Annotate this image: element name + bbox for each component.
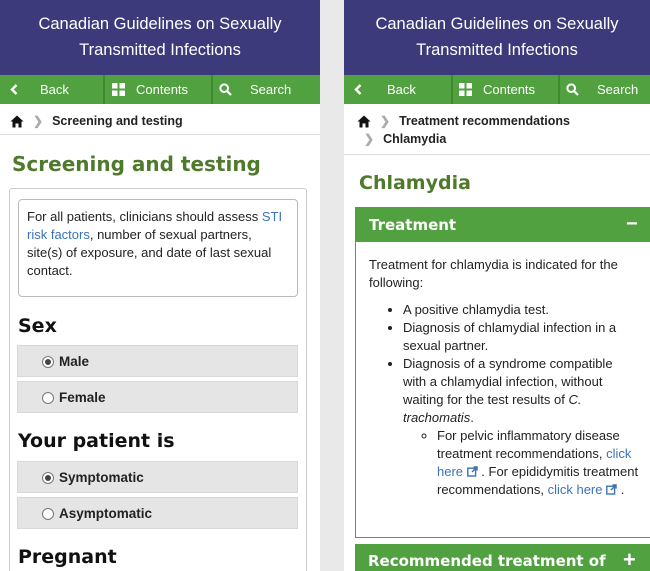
radio-icon[interactable]	[42, 392, 54, 404]
back-button[interactable]	[0, 75, 105, 104]
radio-symptomatic[interactable]	[17, 461, 298, 493]
right-screen	[344, 0, 650, 571]
bullet-3-end: .	[470, 410, 474, 425]
list-item	[403, 355, 639, 499]
radio-icon[interactable]	[42, 356, 54, 368]
app-title-line1: Canadian Guidelines on Sexually	[375, 15, 619, 33]
app-header	[0, 0, 320, 75]
breadcrumb-item-1[interactable]: Treatment recommendations	[399, 114, 570, 128]
external-link-icon	[606, 484, 617, 495]
grid-icon	[459, 83, 472, 96]
app-title-line1: Canadian Guidelines on Sexually	[38, 15, 282, 33]
radio-icon[interactable]	[42, 472, 54, 484]
recommended-treatment-title: Recommended treatment of	[368, 552, 606, 570]
sub-text-2: . For epididymitis treatment recommendations,	[437, 464, 639, 497]
chevron-right-icon: ❯	[33, 114, 44, 128]
search-label: Search	[250, 82, 292, 97]
radio-female-label: Female	[59, 390, 106, 405]
back-label: Back	[387, 82, 416, 97]
chevron-right-icon: ❯	[364, 132, 375, 146]
search-label: Search	[597, 82, 639, 97]
contents-button[interactable]	[453, 75, 560, 104]
contents-button[interactable]	[105, 75, 213, 104]
chevron-left-icon	[8, 83, 21, 96]
sub-text-1: For pelvic inflammatory disease treatment recommendations,	[437, 428, 620, 461]
divider	[0, 134, 320, 135]
epididymitis-click-here-link[interactable]	[548, 482, 621, 497]
search-icon	[219, 83, 232, 96]
radio-female[interactable]	[17, 381, 298, 413]
page-title: Screening and testing	[12, 152, 261, 176]
radio-icon[interactable]	[42, 508, 54, 520]
bullet-3-italic: C. trachomatis	[403, 392, 582, 425]
app-title-line2: Transmitted Infections	[416, 41, 578, 59]
info-text-2: , number of sexual partners, site(s) of exposure, and date of last sexual contact.	[27, 227, 272, 278]
page-title: Chlamydia	[359, 172, 471, 194]
list-item	[437, 427, 639, 499]
treatment-body	[356, 242, 650, 499]
navbar	[0, 75, 320, 104]
sti-risk-factors-link[interactable]: STI risk factors	[27, 209, 283, 242]
sub-list	[403, 427, 639, 499]
app-header	[344, 0, 650, 75]
breadcrumb-item-2[interactable]: Chlamydia	[383, 132, 447, 146]
contents-label: Contents	[136, 82, 189, 97]
contents-label: Contents	[483, 82, 536, 97]
treatment-title: Treatment	[369, 216, 457, 234]
pregnant-heading: Pregnant	[18, 546, 117, 568]
sex-heading: Sex	[18, 315, 57, 337]
back-button[interactable]	[344, 75, 453, 104]
sub-end: .	[620, 482, 625, 497]
search-button[interactable]	[213, 75, 320, 104]
home-icon[interactable]	[357, 115, 371, 128]
breadcrumb	[357, 112, 570, 148]
breadcrumb-item[interactable]: Screening and testing	[52, 114, 183, 128]
bullet-3-text: Diagnosis of a syndrome compatible with a chlamydial infection, without waiting for the test results of	[403, 356, 613, 407]
search-icon	[566, 83, 579, 96]
list-item: • A positive chlamydia test.	[403, 301, 639, 319]
chevron-left-icon	[352, 83, 365, 96]
plus-icon[interactable]: +	[623, 547, 636, 571]
treatment-accordion	[355, 207, 650, 538]
breadcrumb	[10, 112, 183, 130]
radio-male[interactable]	[17, 345, 298, 377]
navbar	[344, 75, 650, 104]
divider	[344, 154, 650, 155]
patient-heading: Your patient is	[18, 430, 175, 452]
chevron-right-icon: ❯	[380, 114, 391, 128]
radio-male-label: Male	[59, 354, 90, 369]
back-label: Back	[40, 82, 69, 97]
epididymitis-link-text: click here	[547, 482, 603, 497]
list-item: • Diagnosis of chlamydial infection in a sexual partner.	[403, 319, 639, 355]
search-button[interactable]	[560, 75, 650, 104]
info-box	[18, 199, 298, 297]
radio-symptomatic-label: Symptomatic	[59, 470, 144, 485]
home-icon[interactable]	[10, 115, 24, 128]
treatment-list	[369, 301, 639, 499]
left-screen	[0, 0, 320, 571]
recommended-treatment-accordion-header[interactable]	[355, 544, 650, 571]
grid-icon	[112, 83, 125, 96]
treatment-accordion-header[interactable]	[356, 208, 650, 242]
radio-asymptomatic[interactable]	[17, 497, 298, 529]
treatment-intro: Treatment for chlamydia is indicated for the following:	[369, 257, 618, 290]
radio-asymptomatic-label: Asymptomatic	[59, 506, 153, 521]
info-text-1: For all patients, clinicians should assess	[27, 209, 262, 224]
external-link-icon	[467, 466, 478, 477]
app-title-line2: Transmitted Infections	[79, 41, 241, 59]
pid-link-text: click here	[437, 446, 632, 479]
minus-icon[interactable]: −	[626, 213, 638, 235]
